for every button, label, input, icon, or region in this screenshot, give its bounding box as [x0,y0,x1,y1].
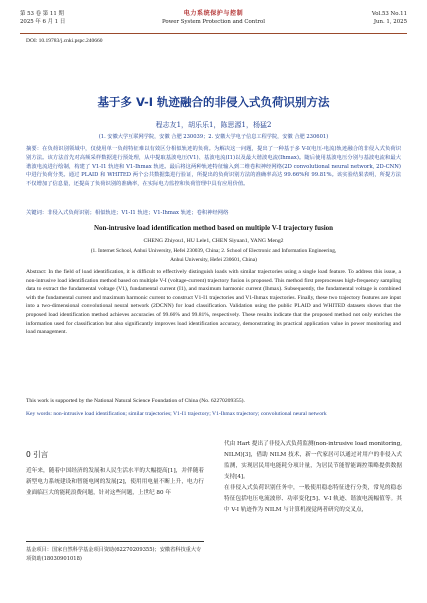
body-column-left [26,449,204,499]
header-center [20,10,407,26]
keywords-en: Key words: non-intrusive load identification; similar trajectories; V1-I1 trajectory; V1-Ihmax trajectory; convolutional neural network [26,411,327,417]
funding-en: This work is supported by the National Natural Science Foundation of China (No. 62270209355). [26,398,245,404]
doi-line[interactable]: DOI: 10.19783/j.cnki.pspc.240660 [26,38,103,44]
authors-cn: 程志友1，胡乐乐1，陈思源1，杨猛2 [155,121,272,129]
header-right [372,10,407,26]
affiliation-cn: (1. 安徽大学互联网学院，安徽 合肥 230039；2. 安徽大学电子信息工程学院，安徽 合肥 230601) [98,134,329,140]
journal-name-en: Power System Protection and Control [162,19,265,25]
abstract-en: Abstract: In the field of load identification, it is difficult to effectively distinguish loads with similar trajectories using a single load feature. To address this issue, a non-intrusive load identification method based on multiple V-I (voltage-current) trajectory fusion is proposed. This method first preprocesses high-frequency sampling data to extract the fundamental voltage (V1), fundamental current (I1), and maximum harmonic current (Ihmax). Subsequently, the fundamental voltage is combined with the fundamental current and maximum harmonic current to construct V1-I1 trajectories and V1-Ihmax trajectories. Finally, these two trajectory features are input into a two-dimensional convolutional neural network (2DCNN) for load classification. Validation using the public PLAID and WHITED datasets shows that the proposed load identification method achieves accuracies of 99.66% and 99.81%, respectively. These results indicate that the proposed method not only enriches the information used for classification but also significantly improves load identification accuracy, demonstrating its practical application value in power monitoring and load management. [26,269,401,336]
issue-date-en: Jun. 1, 2025 [373,19,407,25]
authors-en: CHENG Zhiyou1, HU Lele1, CHEN Siyuan1, YANG Meng2 [143,238,284,244]
volume-issue: 第 53 卷 第 11 期 [20,11,64,17]
journal-header [20,9,407,34]
body-column-right [224,439,402,516]
keywords-cn: 关键词：非侵入式负荷识别；相似轨迹；V1-I1 轨迹；V1-Ihmax 轨迹；卷积神经网络 [26,210,229,216]
issue-date-cn: 2025 年 6 月 1 日 [20,19,66,25]
abstract-cn: 摘要：在负荷识别领域中，仅使用单一负荷特征难以有效区分相似轨迹的负荷。为解决这一问题，提出了一种基于多 V-I(电压-电流)轨迹融合的非侵入式负荷识别方法。该方法首先对高频采样数据进行预处理，从中提取基波电压(V1)、基波电流(I1)以及最大谐波电流(Ihmax)。随后使用基波电压分别与基波电流和最大谐波电流进行绘制，构建了 V1-I1 轨迹和 V1-Ihmax 轨迹。最后将这两种轨迹特征输入到二维卷积神经网络(2D convolutional neural network, 2D-CNN)中进行负荷分类。通过 PLAID 和 WHITED 两个公共数据集进行验证，所提出的负荷识别方法的准确率高达 99.66%和 99.81%。该实验结果表明，所提方法不仅增加了信息量，还提高了负荷识别的准确率，在实际电力监控和负荷管理中具有应用价值。 [26,146,401,188]
paper-title-en: Non-intrusive load identification method based on multiple V-I trajectory fusion [93,224,334,232]
affiliation-en-line1: (1. Internet School, Anhui University, Hefei 230039, China; 2. School of Electronic and Information Engineering, [90,248,337,254]
footnote-funding: 基金项目：国家自然科学基金项目资助(62270209355)；安徽省科技重大专项资助(18030901018) [26,547,202,562]
journal-name-cn: 电力系统保护与控制 [183,10,244,17]
paper-title-cn: 基于多 V-I 轨迹融合的非侵入式负荷识别方法 [97,95,330,109]
footnote-rule [26,541,204,542]
affiliation-en-line2: Anhui University, Hefei 230601, China) [170,257,257,263]
intro-paragraph-2: 在非侵入式负荷识别任务中，一般使用稳态特征进行分类，常见的稳态特征包括电压电流波形、功率变化[5]、V-I 轨迹、谐波电流幅值等。其中 V-I 轨迹作为 NILM 与计算机视觉两者研究的交叉点， [224,485,402,513]
section-heading-intro: 0 引言 [26,450,49,459]
volume-issue-en: Vol.53 No.11 [371,11,407,17]
intro-paragraph-cont: 代由 Hart 提出了非侵入式负荷监测(non-intrusive load monitoring, NILM)[3]，借助 NILM 技术，新一代家居可以通过对用户的非侵入式监测，实现居民用电能耗分项计量，为居民节能智能调控策略提供数据支持[4]。 [224,441,402,480]
intro-paragraph: 近年来，随着中国经济的发展和人民生活水平的大幅提高[1]，并伴随着新型电力系统建设和智能电网的发展[2]，使用用电量不断上升，电力行业面临巨大的能耗浪费问题，针对这些问题，上世纪 80 年 [26,468,204,496]
